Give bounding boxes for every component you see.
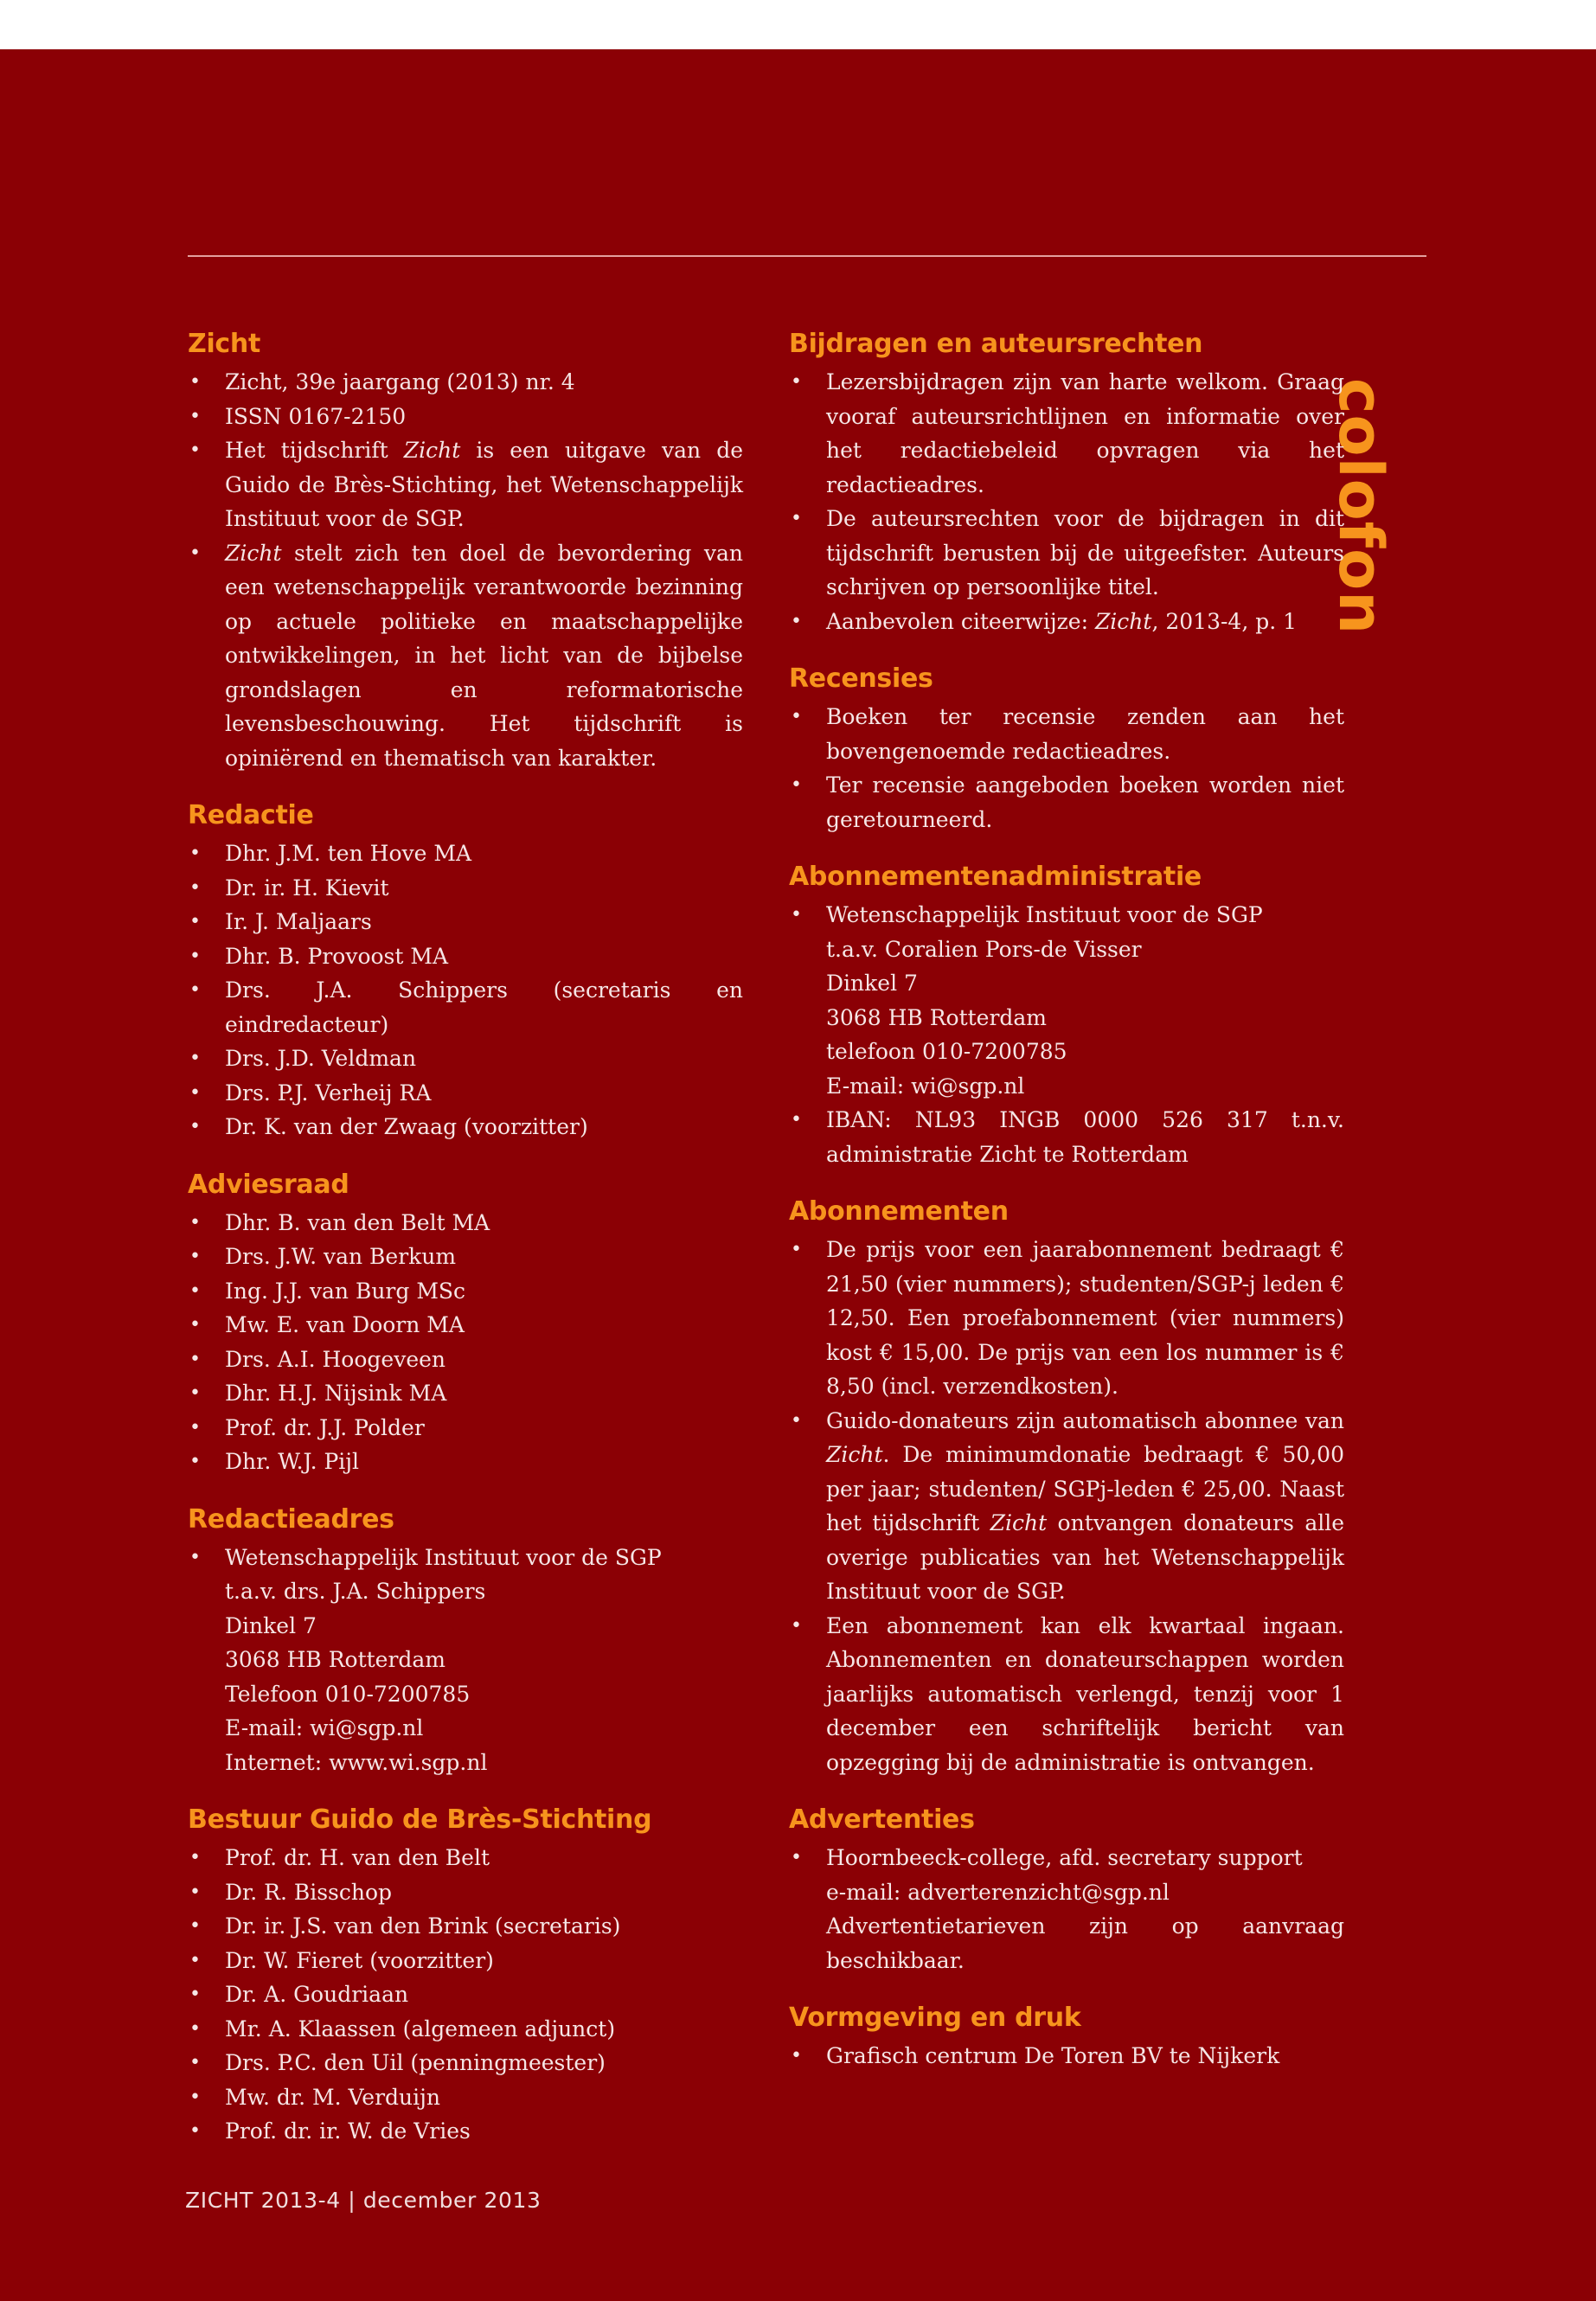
list-item xyxy=(789,1404,1344,1609)
list-item: • Dr. ir. H. Kievit xyxy=(188,871,743,906)
list-item: • Een abonnement kan elk kwartaal ingaan. Abonnementen en donateurschappen worden jaarlijks automatisch verlengd, tenzij voor 1 december een schriftelijk bericht van opzegging bij de administratie is ontvangen. xyxy=(789,1609,1344,1780)
list-item xyxy=(188,433,743,536)
colofon-vertical-title: colofon xyxy=(1325,378,1396,636)
address-line: 3068 HB Rotterdam xyxy=(826,1004,1048,1030)
address-line: t.a.v. drs. J.A. Schippers xyxy=(225,1579,486,1604)
section-heading: Abonnementenadministratie xyxy=(789,862,1202,892)
contact-line: • Hoornbeeck-college, afd. secretary support xyxy=(826,1845,1303,1870)
address-line: Dinkel 7 xyxy=(225,1612,317,1638)
redactie-list xyxy=(188,836,743,1144)
section-heading: Adviesraad xyxy=(188,1169,349,1200)
address-item xyxy=(188,1541,743,1780)
list-item: • Prof. dr. ir. W. de Vries xyxy=(188,2114,743,2149)
website-line: Internet: www.wi.sgp.nl xyxy=(225,1749,488,1775)
section-recensies xyxy=(789,661,1344,836)
advertenties-list xyxy=(789,1841,1344,1977)
text: Het tijdschrift xyxy=(225,438,404,463)
section-redactieadres xyxy=(188,1502,743,1780)
list-item: • Dr. A. Goudriaan xyxy=(188,1977,743,2012)
right-column xyxy=(789,326,1344,2096)
section-heading: Bijdragen en auteursrechten xyxy=(789,329,1203,359)
list-item: • Dr. W. Fieret (voorzitter) xyxy=(188,1944,743,1978)
address-line: • Wetenschappelijk Instituut voor de SGP xyxy=(225,1544,662,1570)
list-item: • Drs. P.J. Verheij RA xyxy=(188,1076,743,1111)
list-item xyxy=(188,536,743,776)
list-item: • Grafisch centrum De Toren BV te Nijkerk xyxy=(789,2039,1344,2073)
section-heading: Advertenties xyxy=(789,1804,975,1835)
list-item: • Lezersbijdragen zijn van harte welkom. Graag vooraf auteursrichtlijnen en informatie over het redactiebeleid opvragen via het redactieadres. xyxy=(789,365,1344,502)
list-item: • Dhr. B. van den Belt MA xyxy=(188,1206,743,1240)
list-item: • Dr. K. van der Zwaag (voorzitter) xyxy=(188,1110,743,1144)
list-item: • Ir. J. Maljaars xyxy=(188,905,743,939)
section-abonnementenadministratie xyxy=(789,859,1344,1171)
list-item: • Ter recensie aangeboden boeken worden niet geretourneerd. xyxy=(789,768,1344,836)
section-abonnementen xyxy=(789,1194,1344,1779)
journal-name: Zicht xyxy=(826,1442,883,1467)
journal-name: Zicht xyxy=(1094,608,1152,634)
list-item: • Drs. J.A. Schippers (secretaris en eindredacteur) xyxy=(188,973,743,1042)
section-redactie xyxy=(188,798,743,1144)
list-item: • Drs. A.I. Hoogeveen xyxy=(188,1343,743,1377)
list-item: • Dhr. H.J. Nijsink MA xyxy=(188,1376,743,1411)
adviesraad-list xyxy=(188,1206,743,1479)
section-advertenties xyxy=(789,1802,1344,1977)
phone-line: Telefoon 010-7200785 xyxy=(225,1681,471,1707)
section-heading: Vormgeving en druk xyxy=(789,2003,1081,2033)
email-line: E-mail: wi@sgp.nl xyxy=(225,1715,424,1740)
bijdragen-list xyxy=(789,365,1344,638)
list-item: • Dr. ir. J.S. van den Brink (secretaris) xyxy=(188,1909,743,1944)
journal-name: Zicht xyxy=(225,540,282,566)
text: . De minimumdonatie bedraagt € 50,00 per jaar; studenten/ SGPj-leden € 25,00. Naast het tijdschrift xyxy=(826,1442,1344,1535)
address-item xyxy=(789,1841,1344,1977)
list-item: • Mw. E. van Doorn MA xyxy=(188,1308,743,1343)
list-item: • Dr. R. Bisschop xyxy=(188,1875,743,1910)
section-heading: Zicht xyxy=(188,329,261,359)
list-item: • Dhr. J.M. ten Hove MA xyxy=(188,836,743,871)
text: ontvangen donateurs alle overige publicaties van het Wetenschappelijk Instituut voor de SGP. xyxy=(826,1510,1345,1604)
zicht-list xyxy=(188,365,743,775)
section-bijdragen xyxy=(789,326,1344,638)
section-vormgeving xyxy=(789,2000,1344,2073)
text: Guido-donateurs zijn automatisch abonnee van xyxy=(826,1407,1344,1433)
info-line: Advertentietarieven zijn op aanvraag beschikbaar. xyxy=(826,1913,1344,1973)
address-line: Dinkel 7 xyxy=(826,971,918,996)
list-item: • Dhr. B. Provoost MA xyxy=(188,939,743,974)
section-heading: Bestuur Guido de Brès-Stichting xyxy=(188,1804,652,1835)
list-item: • De auteursrechten voor de bijdragen in dit tijdschrift berusten bij de uitgeefster. Auteurs schrijven op persoonlijke titel. xyxy=(789,502,1344,605)
abonnementen-list xyxy=(789,1233,1344,1779)
section-heading: Recensies xyxy=(789,663,933,694)
section-heading: Redactie xyxy=(188,800,314,830)
list-item: • Dhr. W.J. Pijl xyxy=(188,1445,743,1479)
journal-name: Zicht xyxy=(403,438,461,463)
list-item: • Mw. dr. M. Verduijn xyxy=(188,2080,743,2115)
list-item: • Drs. J.D. Veldman xyxy=(188,1042,743,1076)
text: is een uitgave van de Guido de Brès-Stichting, het Wetenschappelijk Instituut voor de SGP. xyxy=(225,438,743,531)
list-item: • Drs. J.W. van Berkum xyxy=(188,1240,743,1274)
list-item: • Zicht, 39e jaargang (2013) nr. 4 xyxy=(188,365,743,400)
list-item: • De prijs voor een jaarabonnement bedraagt € 21,50 (vier nummers); studenten/SGP-j leden € 12,50. Een proefabonnement (vier nummers) kost € 15,00. De prijs van een los nummer is € 8,50 (incl. verzendkosten). xyxy=(789,1233,1344,1404)
list-item: • ISSN 0167-2150 xyxy=(188,400,743,434)
section-zicht xyxy=(188,326,743,775)
list-item: • Mr. A. Klaassen (algemeen adjunct) xyxy=(188,2012,743,2047)
text: Aanbevolen citeerwijze: xyxy=(826,608,1095,634)
phone-line: telefoon 010-7200785 xyxy=(826,1039,1067,1064)
list-item: • Drs. P.C. den Uil (penningmeester) xyxy=(188,2046,743,2080)
left-column xyxy=(188,326,743,2171)
text: , 2013-4, p. 1 xyxy=(1151,608,1298,634)
list-item xyxy=(789,605,1344,639)
iban-item: • IBAN: NL93 INGB 0000 526 317 t.n.v. administratie Zicht te Rotterdam xyxy=(789,1103,1344,1171)
list-item: • Prof. dr. J.J. Polder xyxy=(188,1411,743,1445)
address-line: 3068 HB Rotterdam xyxy=(225,1647,446,1672)
address-item xyxy=(789,898,1344,1103)
section-bestuur xyxy=(188,1802,743,2149)
list-item: • Prof. dr. H. van den Belt xyxy=(188,1841,743,1875)
page-footer: ZICHT 2013-4 | december 2013 xyxy=(185,2188,542,2213)
email-line: e-mail: adverterenzicht@sgp.nl xyxy=(826,1879,1170,1905)
administratie-list xyxy=(789,898,1344,1171)
text: stelt zich ten doel de bevordering van een wetenschappelijk verantwoorde bezinning op actuele politieke en maatschappelijke ontwikkelingen, in het licht van de bijbelse grondslagen en reformatorische levensbeschouwing. Het tijdschrift is opiniërend en thematisch van karakter. xyxy=(225,540,743,771)
top-rule xyxy=(188,255,1426,257)
section-heading: Abonnementen xyxy=(789,1196,1009,1227)
redactieadres-list xyxy=(188,1541,743,1780)
address-line: t.a.v. Coralien Pors-de Visser xyxy=(826,936,1142,962)
journal-name: Zicht xyxy=(990,1510,1048,1535)
address-line: • Wetenschappelijk Instituut voor de SGP xyxy=(826,902,1263,927)
recensies-list xyxy=(789,700,1344,836)
section-heading: Redactieadres xyxy=(188,1503,394,1535)
bestuur-list xyxy=(188,1841,743,2149)
vormgeving-list xyxy=(789,2039,1344,2073)
colophon-page xyxy=(0,49,1596,2301)
list-item: • Ing. J.J. van Burg MSc xyxy=(188,1274,743,1309)
list-item: • Boeken ter recensie zenden aan het bovengenoemde redactieadres. xyxy=(789,700,1344,768)
email-line: E-mail: wi@sgp.nl xyxy=(826,1073,1025,1099)
section-adviesraad xyxy=(188,1167,743,1479)
